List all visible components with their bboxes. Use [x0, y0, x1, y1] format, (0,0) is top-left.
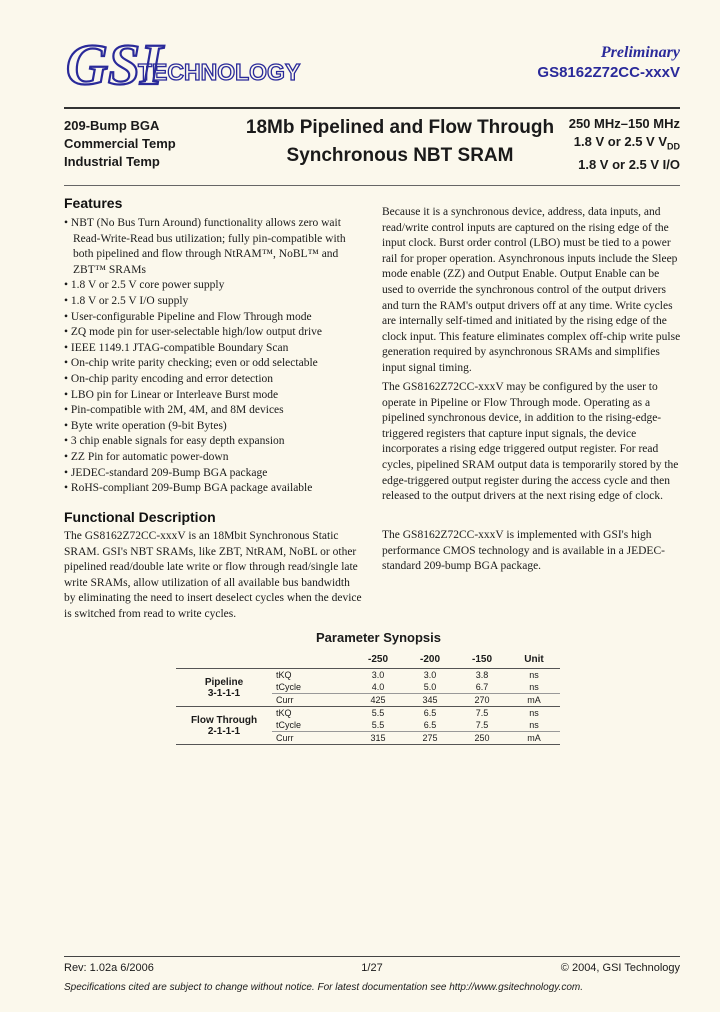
unit-cell: ns [508, 669, 560, 682]
vdd-text: 1.8 V or 2.5 V V [573, 134, 667, 149]
value-cell: 6.7 [475, 682, 489, 692]
feature-item: • ZZ Pin for automatic power-down [64, 450, 364, 466]
title-line: 18Mb Pipelined and Flow Through [245, 117, 555, 138]
synopsis-title: Parameter Synopsis [316, 630, 442, 645]
value-cell: 250 [456, 732, 508, 745]
description-paragraph: The GS8162Z72CC-xxxV is implemented with GSI's high performance CMOS technology and is available in a JEDEC-standard 209-bump BGA package. [382, 529, 665, 573]
header-rule [64, 107, 680, 109]
spec-summary [569, 115, 680, 174]
unit-cell: mA [508, 694, 560, 707]
title-line: Synchronous NBT SRAM [286, 145, 514, 166]
value-cell: 5.5 [352, 707, 404, 720]
feature-item: • Pin-compatible with 2M, 4M, and 8M devices [64, 403, 364, 419]
feature-item: • JEDEC-standard 209-Bump BGA package [64, 466, 364, 482]
unit-cell: ns [529, 682, 539, 692]
features-list [64, 216, 364, 497]
preliminary-label: Preliminary [600, 44, 680, 61]
value-cell: 4.0 [371, 682, 385, 692]
description-paragraph: The GS8162Z72CC-xxxV may be configured by the user to operate in Pipeline or Flow Through mode. Operating as a pipelined synchronous device, in addition to the rising-edge-triggered registers that capture input signals, the device incorporates a rising edge triggered output register. For read cycles, pipelined SRAM output data is temporarily stored by the edge-triggered output register during the access cycle and then released to the output drivers at the next rising edge of clock. [382, 381, 679, 503]
table-row [176, 669, 560, 682]
value-cell: 345 [404, 694, 456, 707]
column-header: -150 [471, 653, 492, 665]
table-header-row [176, 650, 560, 669]
package-line: 209-Bump BGA [64, 118, 160, 133]
unit-cell: ns [508, 707, 560, 720]
feature-item: • 3 chip enable signals for easy depth expansion [64, 434, 364, 450]
column-header: Unit [524, 653, 544, 665]
mode-label [176, 669, 272, 707]
feature-item: • On-chip parity encoding and error detection [64, 372, 364, 388]
value-cell: 5.0 [423, 682, 437, 692]
functional-heading: Functional Description [64, 509, 216, 525]
value-cell: 7.5 [475, 720, 489, 730]
feature-item: • ZQ mode pin for user-selectable high/low output drive [64, 325, 364, 341]
vdd-subscript: DD [667, 141, 680, 152]
package-line: Industrial Temp [64, 154, 160, 169]
feature-item: • RoHS-compliant 209-Bump BGA package available [64, 481, 364, 497]
value-cell: 7.5 [456, 707, 508, 720]
column-header: -250 [367, 653, 388, 665]
value-cell: 3.0 [404, 669, 456, 682]
copyright: © 2004, GSI Technology [560, 962, 680, 974]
unit-cell: mA [508, 732, 560, 745]
mode-name: Pipeline [204, 676, 244, 688]
value-cell: 425 [352, 694, 404, 707]
parameter-cell: tKQ [272, 669, 352, 682]
footer-rule [64, 956, 680, 957]
vdd-spec [569, 133, 680, 156]
feature-item: • NBT (No Bus Turn Around) functionality allows zero wait Read-Write-Read bus utilization; fully pin-compatible with both pipelined and flow through NtRAM™, NoBL™ and ZBT™ SRAMs [64, 216, 364, 278]
value-cell: 270 [456, 694, 508, 707]
parameter-cell: tKQ [272, 707, 352, 720]
value-cell: 6.5 [423, 720, 437, 730]
feature-item: • IEEE 1149.1 JTAG-compatible Boundary Scan [64, 341, 364, 357]
column-header [176, 650, 272, 669]
parameter-synopsis-table [176, 650, 560, 745]
frequency-range: 250 MHz–150 MHz [568, 116, 680, 131]
mode-label [176, 707, 272, 745]
package-info [64, 117, 176, 171]
feature-item: • On-chip write parity checking; even or odd selectable [64, 356, 364, 372]
column-header [272, 650, 352, 669]
parameter-cell: tCycle [276, 720, 302, 730]
parameter-cell: Curr [272, 694, 352, 707]
feature-item: • Byte write operation (9-bit Bytes) [64, 419, 364, 435]
unit-cell: ns [529, 720, 539, 730]
functional-text: The GS8162Z72CC-xxxV is an 18Mbit Synchronous Static SRAM. GSI's NBT SRAMs, like ZBT, NtRAM, NoBL or other pipelined read/double late write or flow through read/single late write SRAMs, allow utilization of all available bus bandwidth by eliminating the need to insert deselect cycles when the device is switched from read to write cycles. [64, 530, 362, 620]
page-number: 1/27 [361, 962, 383, 974]
feature-item: • User-configurable Pipeline and Flow Through mode [64, 310, 364, 326]
gsi-logo [64, 30, 301, 100]
feature-item: • 1.8 V or 2.5 V I/O supply [64, 294, 364, 310]
mode-latency: 2-1-1-1 [207, 725, 241, 737]
svg-text:TECHNOLOGY: TECHNOLOGY [138, 59, 301, 85]
section-rule [64, 185, 680, 186]
column-header: -200 [419, 653, 440, 665]
feature-item: • 1.8 V or 2.5 V core power supply [64, 278, 364, 294]
value-cell: 5.5 [371, 720, 385, 730]
features-heading: Features [64, 195, 123, 211]
value-cell: 275 [404, 732, 456, 745]
part-number: GS8162Z72CC-xxxV [537, 64, 680, 81]
value-cell: 315 [352, 732, 404, 745]
document-title [240, 114, 560, 170]
value-cell: 3.8 [456, 669, 508, 682]
mode-latency: 3-1-1-1 [207, 687, 241, 699]
description-paragraph: Because it is a synchronous device, address, data inputs, and read/write control inputs are captured on the rising edge of the input clock. Burst order control (LBO) must be tied to a power rail for proper operation. Asynchronous inputs include the Sleep mode enable (ZZ) and Output Enable. Output Enable can be used to override the synchronous control of the output drivers and turn the RAM's output drivers off at any time. Write cycles are internally self-timed and initiated by the rising edge of the clock input. This feature eliminates complex off-chip write pulse generation required by asynchronous SRAMs and simplifies input signal timing. [382, 206, 681, 374]
gsi-logo-graphic [64, 30, 301, 100]
parameter-cell: Curr [272, 732, 352, 745]
mode-name: Flow Through [190, 714, 258, 726]
parameter-cell: tCycle [276, 682, 302, 692]
revision: Rev: 1.02a 6/2006 [64, 962, 154, 974]
package-line: Commercial Temp [64, 136, 176, 151]
value-cell: 6.5 [404, 707, 456, 720]
svg-text:GSI: GSI [66, 32, 163, 97]
value-cell: 3.0 [352, 669, 404, 682]
table-row [176, 707, 560, 720]
spec-notice: Specifications cited are subject to change without notice. For latest documentation see http://www.gsitechnology.com. [64, 982, 583, 993]
vio-spec: 1.8 V or 2.5 V I/O [578, 156, 680, 172]
feature-item: • LBO pin for Linear or Interleave Burst mode [64, 388, 364, 404]
